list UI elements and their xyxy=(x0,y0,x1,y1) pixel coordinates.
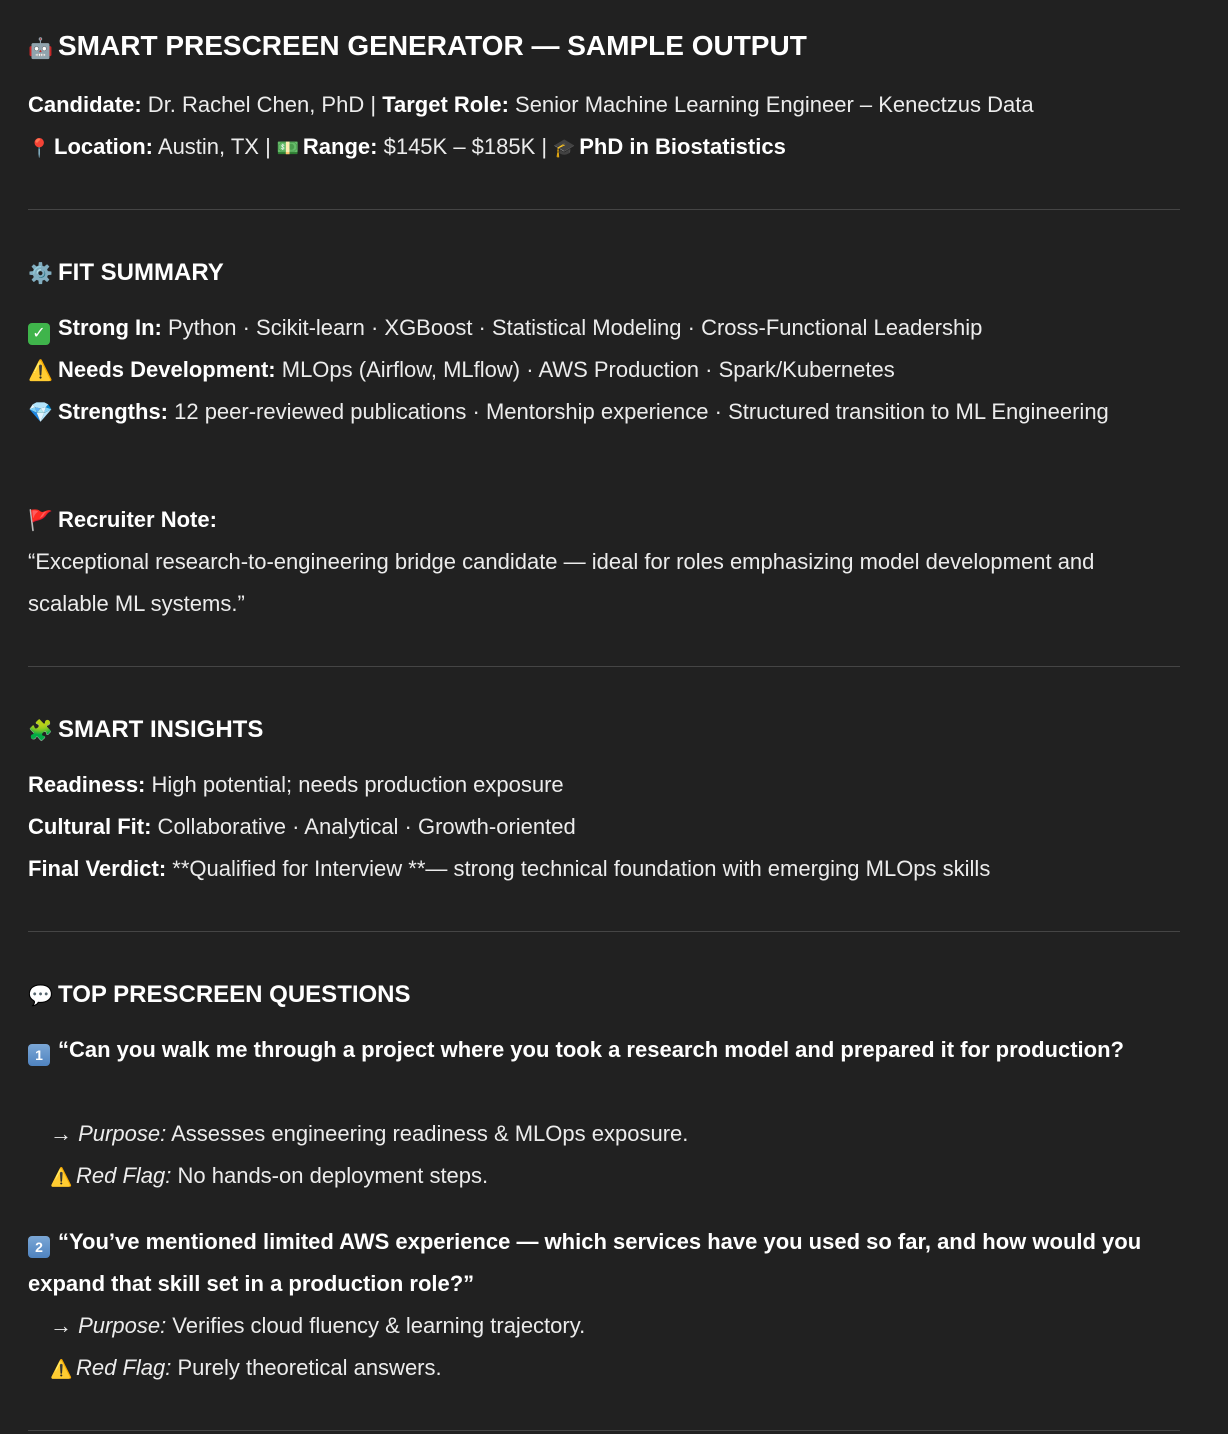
range-label: Range: xyxy=(302,134,378,159)
red-flag-icon: 🚩 xyxy=(28,510,53,532)
divider xyxy=(28,931,1180,932)
question-1-purpose: → Purpose: Assesses engineering readiness & MLOps exposure. xyxy=(50,1121,689,1146)
strong-in-line: ✓ Strong In: Python · Scikit-learn · XGBoost · Statistical Modeling · Cross-Functional Leadership xyxy=(28,307,982,349)
warning-icon: ⚠️ xyxy=(50,1167,73,1187)
page-title: 🤖 SMART PRESCREEN GENERATOR — SAMPLE OUTPUT xyxy=(28,30,807,61)
location-value: Austin, TX | xyxy=(153,134,277,159)
question-2: 2 “You’ve mentioned limited AWS experience — which services have you used so far, and how would you expand that skill set in a production role?” xyxy=(28,1229,1142,1296)
recruiter-note-text: “Exceptional research-to-engineering bridge candidate — ideal for roles emphasizing model development and scalable ML systems.” xyxy=(28,549,1095,616)
smart-insights-heading: 🧩 SMART INSIGHTS xyxy=(28,714,263,747)
warning-icon: ⚠️ xyxy=(28,360,53,382)
question-2-red-flag: ⚠️ Red Flag: Purely theoretical answers. xyxy=(50,1347,442,1390)
candidate-value: Dr. Rachel Chen, PhD | xyxy=(141,92,383,117)
divider xyxy=(28,1430,1180,1431)
candidate-line xyxy=(28,84,1034,126)
role-value: Senior Machine Learning Engineer – Kenectzus Data xyxy=(508,92,1034,117)
needs-development-line: ⚠️ Needs Development: MLOps (Airflow, MLflow) · AWS Production · Spark/Kubernetes xyxy=(28,349,895,392)
puzzle-icon: 🧩 xyxy=(28,720,53,742)
divider xyxy=(28,666,1180,667)
divider xyxy=(28,209,1180,210)
range-value: $145K – $185K | xyxy=(377,134,554,159)
keycap-2-icon: 2 xyxy=(28,1236,50,1258)
final-verdict-line: Final Verdict: **Qualified for Interview **— strong technical foundation with emerging MLOps skills xyxy=(28,856,991,881)
recruiter-note-label: 🚩 Recruiter Note: xyxy=(28,499,217,542)
arrow-right-icon: → xyxy=(50,1313,79,1338)
questions-heading: 💬 TOP PRESCREEN QUESTIONS xyxy=(28,979,411,1012)
gear-icon: ⚙️ xyxy=(28,263,53,285)
arrow-right-icon: → xyxy=(50,1121,79,1146)
speech-bubble-icon: 💬 xyxy=(28,985,53,1007)
money-icon: 💵 xyxy=(276,138,300,158)
pin-icon: 📍 xyxy=(28,138,51,158)
location-line xyxy=(28,126,786,169)
graduation-cap-icon: 🎓 xyxy=(553,138,576,158)
question-2-purpose: → Purpose: Verifies cloud fluency & learning trajectory. xyxy=(50,1313,586,1338)
role-label: Target Role: xyxy=(382,92,509,117)
question-1: 1 “Can you walk me through a project where you took a research model and prepared it for production? xyxy=(28,1029,1180,1071)
location-label: Location: xyxy=(54,134,153,159)
gem-icon: 💎 xyxy=(28,402,53,424)
cultural-fit-line: Cultural Fit: Collaborative · Analytical · Growth-oriented xyxy=(28,814,576,839)
readiness-line: Readiness: High potential; needs production exposure xyxy=(28,772,564,797)
strengths-line: 💎 Strengths: 12 peer-reviewed publications · Mentorship experience · Structured transition to ML Engineering xyxy=(28,391,1180,434)
warning-icon: ⚠️ xyxy=(50,1359,73,1379)
keycap-1-icon: 1 xyxy=(28,1044,50,1066)
degree: PhD in Biostatistics xyxy=(579,134,786,159)
question-1-red-flag: ⚠️ Red Flag: No hands-on deployment steps. xyxy=(50,1155,488,1198)
check-icon: ✓ xyxy=(28,323,50,345)
candidate-label: Candidate: xyxy=(28,92,142,117)
robot-icon: 🤖 xyxy=(28,38,53,60)
fit-summary-heading: ⚙️ FIT SUMMARY xyxy=(28,257,224,290)
